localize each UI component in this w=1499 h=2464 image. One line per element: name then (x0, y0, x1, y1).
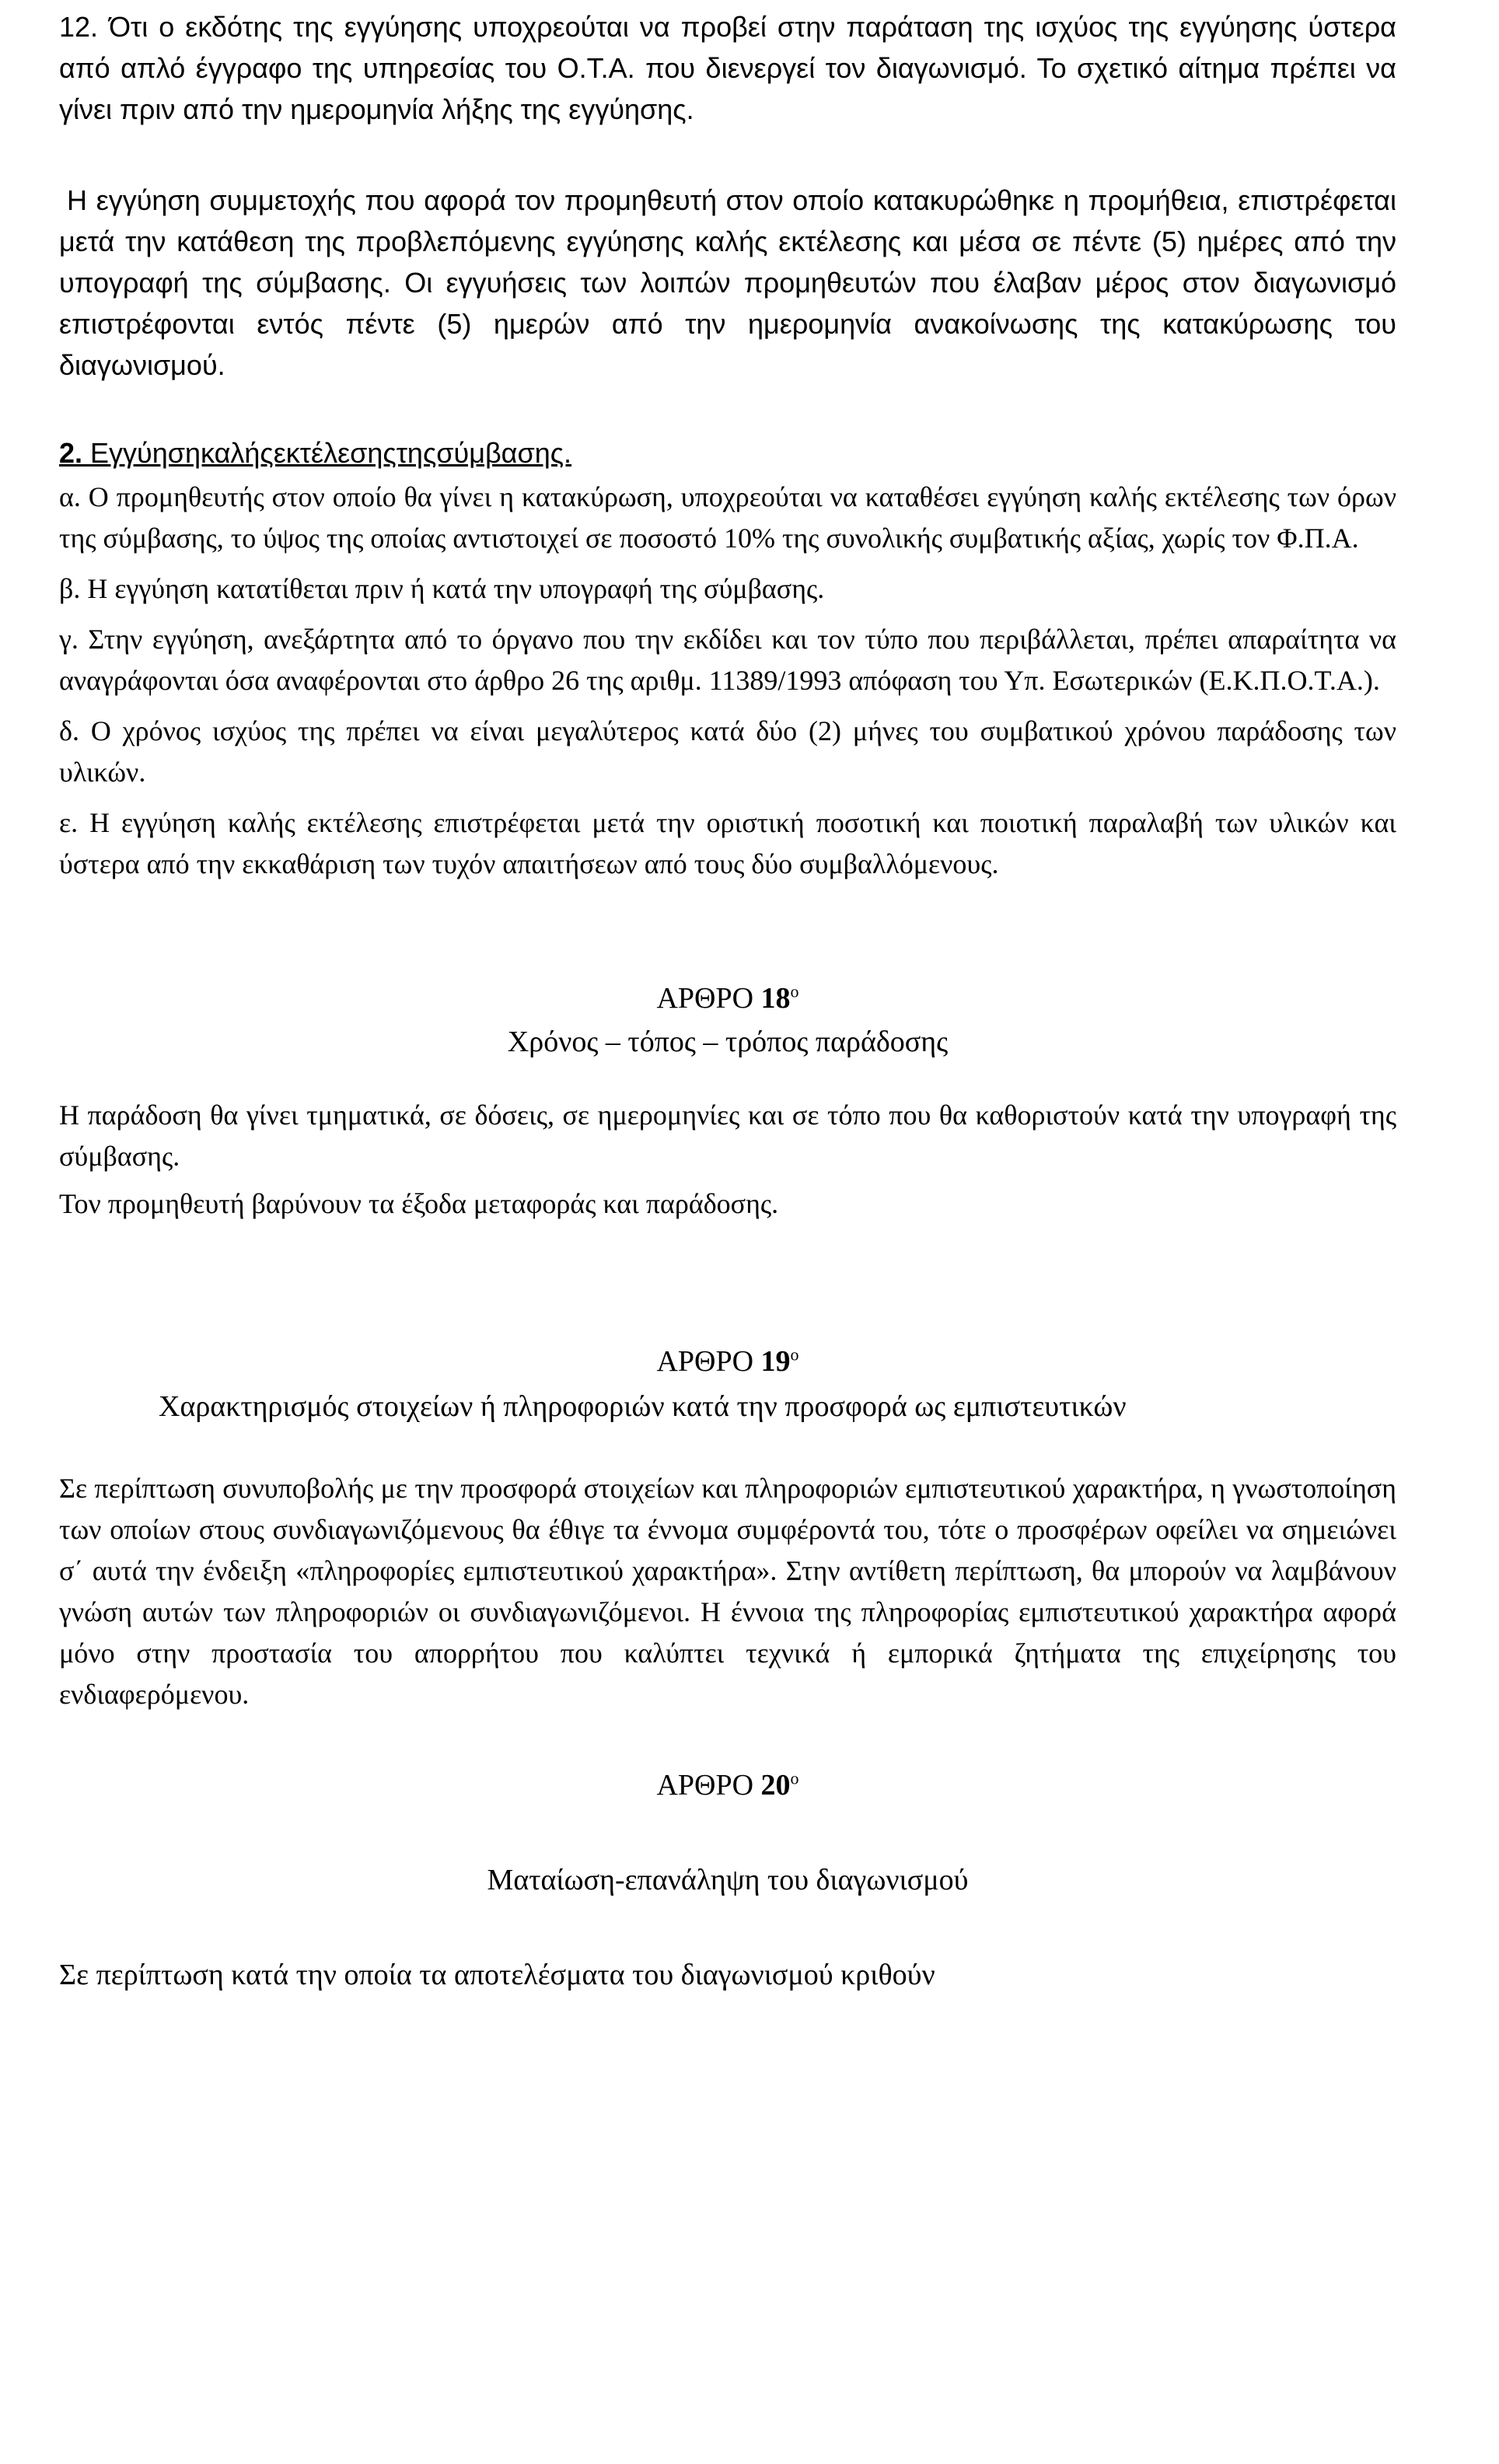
article-word: ΑΡΘΡΟ (656, 1769, 754, 1802)
article-19-paragraph-1: Σε περίπτωση συνυποβολής με την προσφορά στοιχείων και πληροφοριών εμπιστευτικού χαρακτήρα, η γνωστοποίηση των οποίων στους συνδιαγωνιζόμενους θα έθιγε τα έννομα συμφέροντά του, τότε ο προσφέρων οφείλει να σημειώνει σ΄ αυτά την ένδειξη «πληροφορίες εμπιστευτικού χαρακτήρα». Στην αντίθετη περίπτωση, θα μπορούν να λαμβάνουν γνώση αυτών των πληροφοριών οι συνδιαγωνιζόμενοι. Η έννοια της πληροφορίας εμπιστευτικού χαρακτήρα αφορά μόνο στην προστασία του απορρήτου που καλύπτει τεχνικά ή εμπορικά ζητήματα της επιχείρησης του ενδιαφερόμενου. (59, 1473, 1396, 1710)
article-18-paragraph-1: Η παράδοση θα γίνει τμηματικά, σε δόσεις, σε ημερομηνίες και σε τόπο που θα καθοριστούν κατά την υπογραφή της σύμβασης. (59, 1099, 1396, 1172)
article-number: 19 (760, 1345, 791, 1378)
list-item-d: δ. Ο χρόνος ισχύος της πρέπει να είναι μεγαλύτερος κατά δύο (2) μήνες του συμβατικού χρόνου παράδοσης των υλικών. (59, 715, 1396, 788)
article-19-heading (59, 1340, 1396, 1383)
article-19-title: Χαρακτηρισμός στοιχείων ή πληροφοριών κατά την προσφορά ως εμπιστευτικών (159, 1390, 1127, 1423)
list-item-c: γ. Στην εγγύηση, ανεξάρτητα από το όργανο που την εκδίδει και τον τύπο που περιβάλλεται, πρέπει απαραίτητα να αναγράφονται όσα αναφέρονται στο άρθρο 26 της αριθμ. 11389/1993 απόφαση του Υπ. Εσωτερικών (Ε.Κ.Π.Ο.Τ.Α.). (59, 624, 1396, 696)
article-20-heading (59, 1763, 1396, 1807)
paragraph-participation-guarantee-return: Η εγγύηση συμμετοχής που αφορά τον προμηθευτή στον οποίο κατακυρώθηκε η προμήθεια, επιστρέφεται μετά την κατάθεση της προβλεπόμενης εγγύησης καλής εκτέλεσης και μέσα σε πέντε (5) ημέρες από την υπογραφή της σύμβασης. Οι εγγυήσεις των λοιπών προμηθευτών που έλαβαν μέρος στον διαγωνισμό επιστρέφονται εντός πέντε (5) ημερών από την ημερομηνία ανακοίνωσης της κατακύρωσης του διαγωνισμού. (59, 184, 1396, 381)
section-number: 2. (59, 437, 83, 469)
paragraph-guarantee-extension: 12. Ότι ο εκδότης της εγγύησης υποχρεούται να προβεί στην παράταση της ισχύος της εγγύησης ύστερα από απλό έγγραφο της υπηρεσίας του Ο.Τ.Α. που διενεργεί τον διαγωνισμό. Το σχετικό αίτημα πρέπει να γίνει πριν από την ημερομηνία λήξης της εγγύησης. (59, 11, 1396, 125)
article-18-paragraph-2: Τον προμηθευτή βαρύνουν τα έξοδα μεταφοράς και παράδοσης. (59, 1188, 779, 1219)
list-item-a: α. Ο προμηθευτής στον οποίο θα γίνει η κατακύρωση, υποχρεούται να καταθέσει εγγύηση καλής εκτέλεσης των όρων της σύμβασης, το ύψος της οποίας αντιστοιχεί σε ποσοστό 10% της συνολικής συμβατικής αξίας, χωρίς τον Φ.Π.Α. (59, 481, 1396, 554)
article-20-paragraph-1: Σε περίπτωση κατά την οποία τα αποτελέσματα του διαγωνισμού κριθούν (59, 1959, 935, 1991)
document-page (59, 6, 1396, 1996)
article-18-title: Χρόνος – τόπος – τρόπος παράδοσης (507, 1026, 949, 1058)
list-item-e: ε. Η εγγύηση καλής εκτέλεσης επιστρέφεται μετά την οριστική ποσοτική και ποιοτική παραλαβή των υλικών και ύστερα από την εκκαθάριση των τυχόν απαιτήσεων από τους δύο συμβαλλόμενους. (59, 807, 1396, 879)
section-heading-performance-guarantee (59, 432, 1396, 474)
article-ordinal: ο (790, 981, 799, 1001)
article-20-title: Ματαίωση-επανάληψη του διαγωνισμού (487, 1864, 969, 1896)
article-18-heading (59, 977, 1396, 1020)
section-title: Εγγύησηκαλήςεκτέλεσηςτηςσύμβασης. (90, 437, 572, 469)
list-item-b: β. Η εγγύηση κατατίθεται πριν ή κατά την υπογραφή της σύμβασης. (59, 573, 825, 604)
article-word: ΑΡΘΡΟ (656, 982, 754, 1015)
article-number: 20 (760, 1769, 791, 1802)
article-ordinal: ο (790, 1768, 799, 1788)
article-word: ΑΡΘΡΟ (656, 1345, 754, 1378)
article-number: 18 (760, 982, 791, 1015)
article-ordinal: ο (790, 1344, 799, 1365)
